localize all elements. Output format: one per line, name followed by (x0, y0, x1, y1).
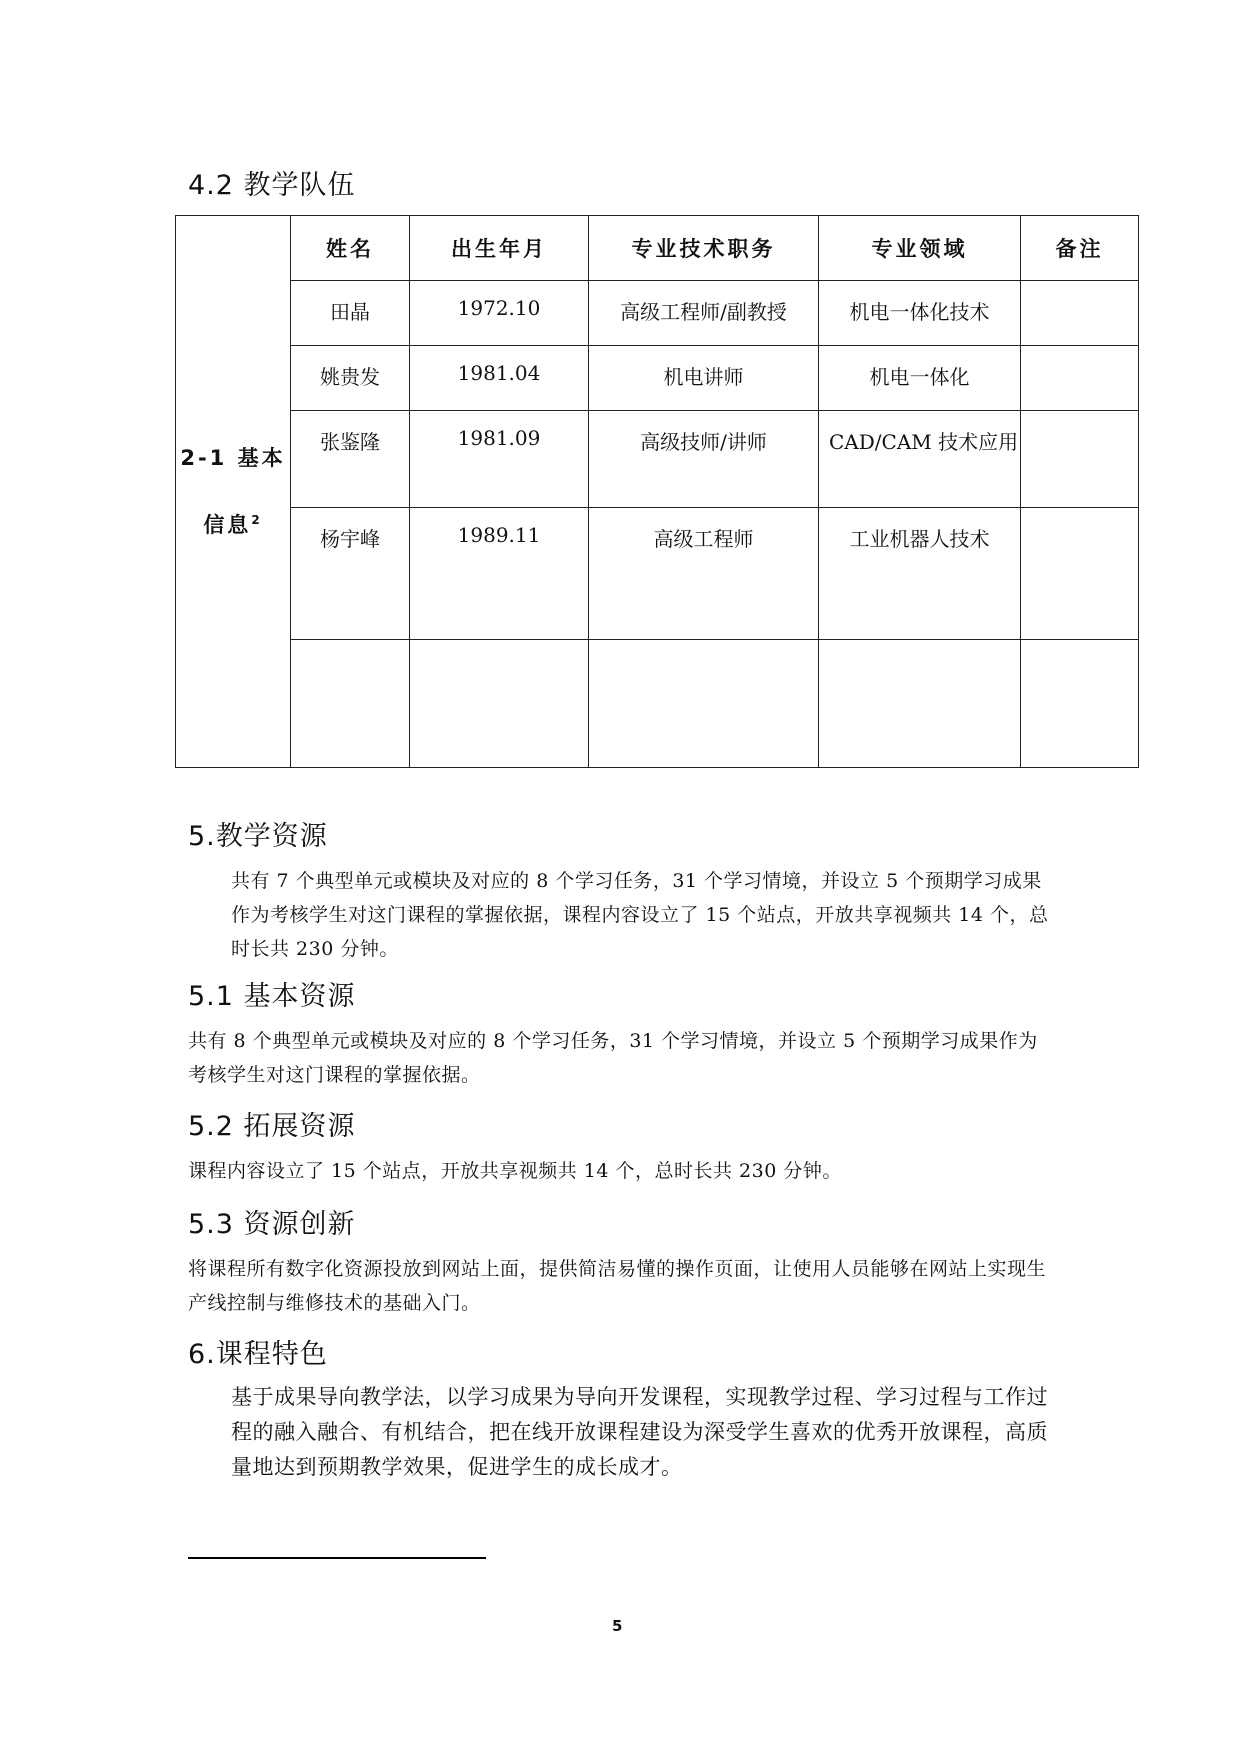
section-5-3-body: 将课程所有数字化资源投放到网站上面，提供简洁易懂的操作页面，让使用人员能够在网站上实现生产线控制与维修技术的基础入门。 (188, 1258, 1047, 1314)
section-5-2-body: 课程内容设立了 15 个站点，开放共享视频共 14 个，总时长共 230 分钟。 (188, 1160, 842, 1182)
cell-name: 田晶 (291, 281, 410, 346)
section-6-body: 基于成果导向教学法，以学习成果为导向开发课程，实现教学过程、学习过程与工作过程的融入融合、有机结合，把在线开放课程建设为深受学生喜欢的优秀开放课程，高质量地达到预期教学效果，促进学生的成长成才。 (231, 1385, 1048, 1479)
cell-name: 姚贵发 (291, 346, 410, 411)
cell-field: 机电一体化 (819, 346, 1021, 411)
cell-remark (1021, 640, 1139, 768)
cell-field: 机电一体化技术 (819, 281, 1021, 346)
cell-title: 高级技师/讲师 (589, 411, 819, 508)
table-row (176, 640, 1139, 768)
section-6-title: 6.课程特色 (188, 1339, 328, 1370)
cell-remark (1021, 411, 1139, 508)
section-5-1-title: 5.1 基本资源 (188, 981, 356, 1012)
page-number: 5 (612, 1617, 623, 1635)
section-5-title: 5.教学资源 (188, 821, 328, 852)
table-row (176, 411, 1139, 508)
footnote-marker: 2 (251, 513, 263, 527)
cell-birth: 1989.11 (410, 508, 589, 640)
table-row (176, 508, 1139, 640)
cell-name: 杨宇峰 (291, 508, 410, 640)
cell-birth: 1981.04 (410, 346, 589, 411)
cell-birth (410, 640, 589, 768)
table-row (176, 281, 1139, 346)
header-title: 专业技术职务 (589, 216, 819, 281)
cell-remark (1021, 281, 1139, 346)
cell-remark (1021, 508, 1139, 640)
cell-birth: 1972.10 (410, 281, 589, 346)
cell-name: 张鉴隆 (291, 411, 410, 508)
footnote-rule (188, 1557, 486, 1559)
cell-name (291, 640, 410, 768)
section-5-2-title: 5.2 拓展资源 (188, 1111, 356, 1142)
header-birth: 出生年月 (410, 216, 589, 281)
table-side-label (176, 216, 291, 768)
cell-birth: 1981.09 (410, 411, 589, 508)
side-label-line1: 2-1 基本 (180, 446, 286, 470)
cell-title: 机电讲师 (589, 346, 819, 411)
header-field: 专业领域 (819, 216, 1021, 281)
teaching-team-table (175, 215, 1139, 768)
cell-title: 高级工程师/副教授 (589, 281, 819, 346)
cell-field: 工业机器人技术 (819, 508, 1021, 640)
table-header-row (176, 216, 1139, 281)
section-5-1-body: 共有 8 个典型单元或模块及对应的 8 个学习任务，31 个学习情境，并设立 5 个预期学习成果作为考核学生对这门课程的掌握依据。 (188, 1030, 1038, 1086)
table-row (176, 346, 1139, 411)
section-5-3-title: 5.3 资源创新 (188, 1209, 356, 1240)
section-5-body: 共有 7 个典型单元或模块及对应的 8 个学习任务，31 个学习情境，并设立 5 个预期学习成果作为考核学生对这门课程的掌握依据，课程内容设立了 15 个站点，开放共享视频共 14 个，总时长共 230 分钟。 (231, 870, 1049, 960)
side-label-line2: 信息 (203, 513, 252, 537)
header-name: 姓名 (291, 216, 410, 281)
cell-title (589, 640, 819, 768)
section-4-2-title: 4.2 教学队伍 (188, 170, 356, 201)
cell-field (819, 640, 1021, 768)
header-remark: 备注 (1021, 216, 1139, 281)
cell-field: CAD/CAM 技术应用 (819, 411, 1021, 508)
cell-title: 高级工程师 (589, 508, 819, 640)
cell-remark (1021, 346, 1139, 411)
